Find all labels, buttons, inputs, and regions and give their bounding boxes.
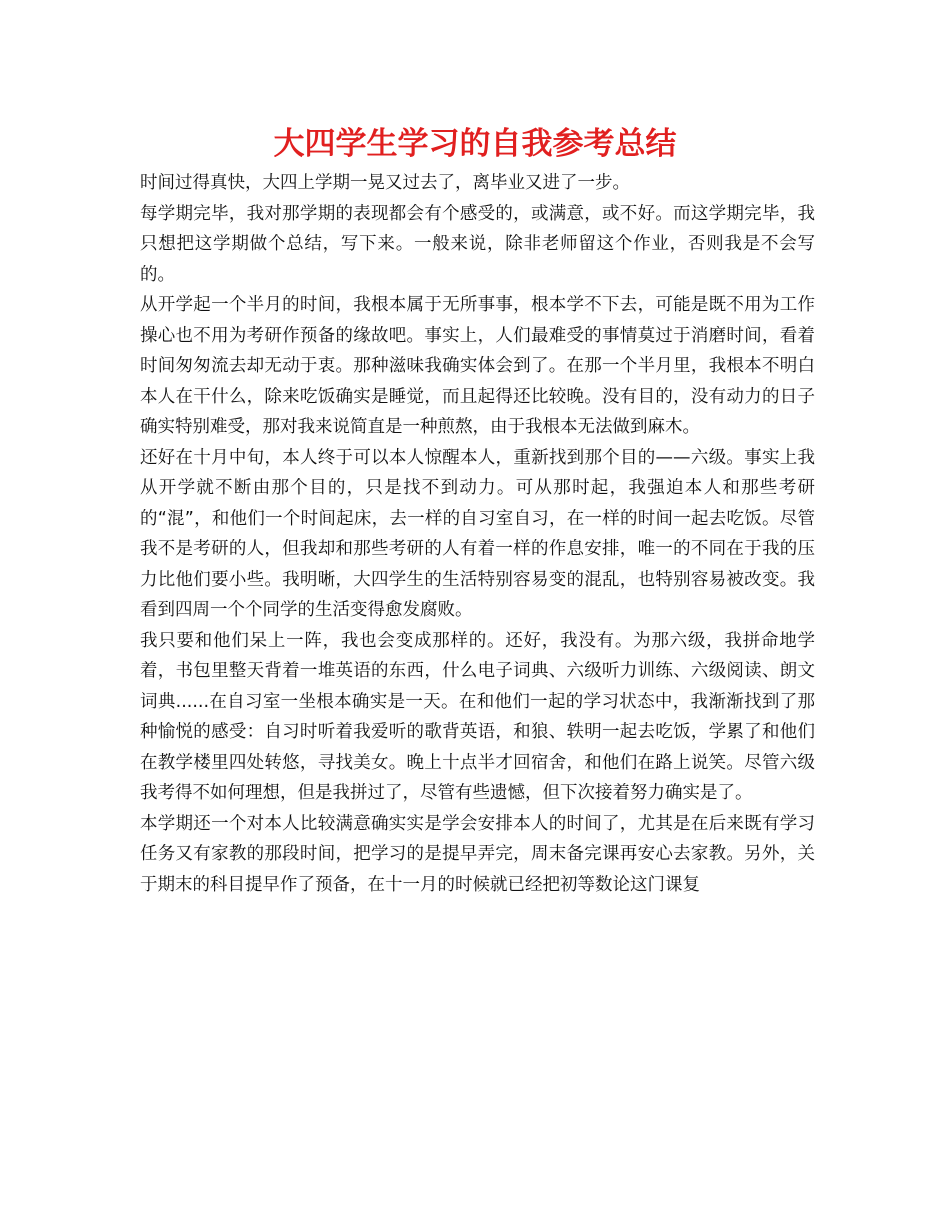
document-body xyxy=(140,168,815,900)
paragraph: 我只要和他们呆上一阵，我也会变成那样的。还好，我没有。为那六级，我拼命地学着，书包里整天背着一堆英语的东西，什么电子词典、六级听力训练、六级阅读、朗文词典......在自习室一坐根本确实是一天。在和他们一起的学习状态中，我渐渐找到了那种愉悦的感受：自习时听着我爱听的歌背英语，和狼、轶明一起去吃饭，学累了和他们在教学楼里四处转悠，寻找美女。晚上十点半才回宿舍，和他们在路上说笑。尽管六级我考得不如何理想，但是我拼过了，尽管有些遗憾，但下次接着努力确实是了。 xyxy=(140,630,815,803)
document-title: 大四学生学习的自我参考总结 xyxy=(273,126,677,162)
paragraph: 还好在十月中旬，本人终于可以本人惊醒本人，重新找到那个目的——六级。事实上我从开学就不断由那个目的，只是找不到动力。可从那时起，我强迫本人和那些考研的“混”，和他们一个时间起床，去一样的自习室自习，在一样的时间一起去吃饭。尽管我不是考研的人，但我却和那些考研的人有着一样的作息安排，唯一的不同在于我的压力比他们要小些。我明晰，大四学生的生活特别容易变的混乱，也特别容易被改变。我看到四周一个个同学的生活变得愈发腐败。 xyxy=(140,447,815,620)
paragraph: 本学期还一个对本人比较满意确实实是学会安排本人的时间了，尤其是在后来既有学习任务又有家教的那段时间，把学习的是提早弄完，周末备完课再安心去家教。另外，关于期末的科目提早作了预备，在十一月的时候就已经把初等数论这门课复 xyxy=(140,813,815,895)
paragraph: 时间过得真快，大四上学期一晃又过去了，离毕业又进了一步。 xyxy=(140,173,630,193)
paragraph: 从开学起一个半月的时间，我根本属于无所事事，根本学不下去，可能是既不用为工作操心也不用为考研作预备的缘故吧。事实上，人们最难受的事情莫过于消磨时间，看着时间匆匆流去却无动于衷。那种滋味我确实体会到了。在那一个半月里，我根本不明白本人在干什么，除来吃饭确实是睡觉，而且起得还比较晚。没有目的，没有动力的日子确实特别难受，那对我来说简直是一种煎熬，由于我根本无法做到麻木。 xyxy=(140,295,815,437)
paragraph: 每学期完毕，我对那学期的表现都会有个感受的，或满意，或不好。而这学期完毕，我只想把这学期做个总结，写下来。一般来说，除非老师留这个作业，否则我是不会写的。 xyxy=(140,203,815,285)
